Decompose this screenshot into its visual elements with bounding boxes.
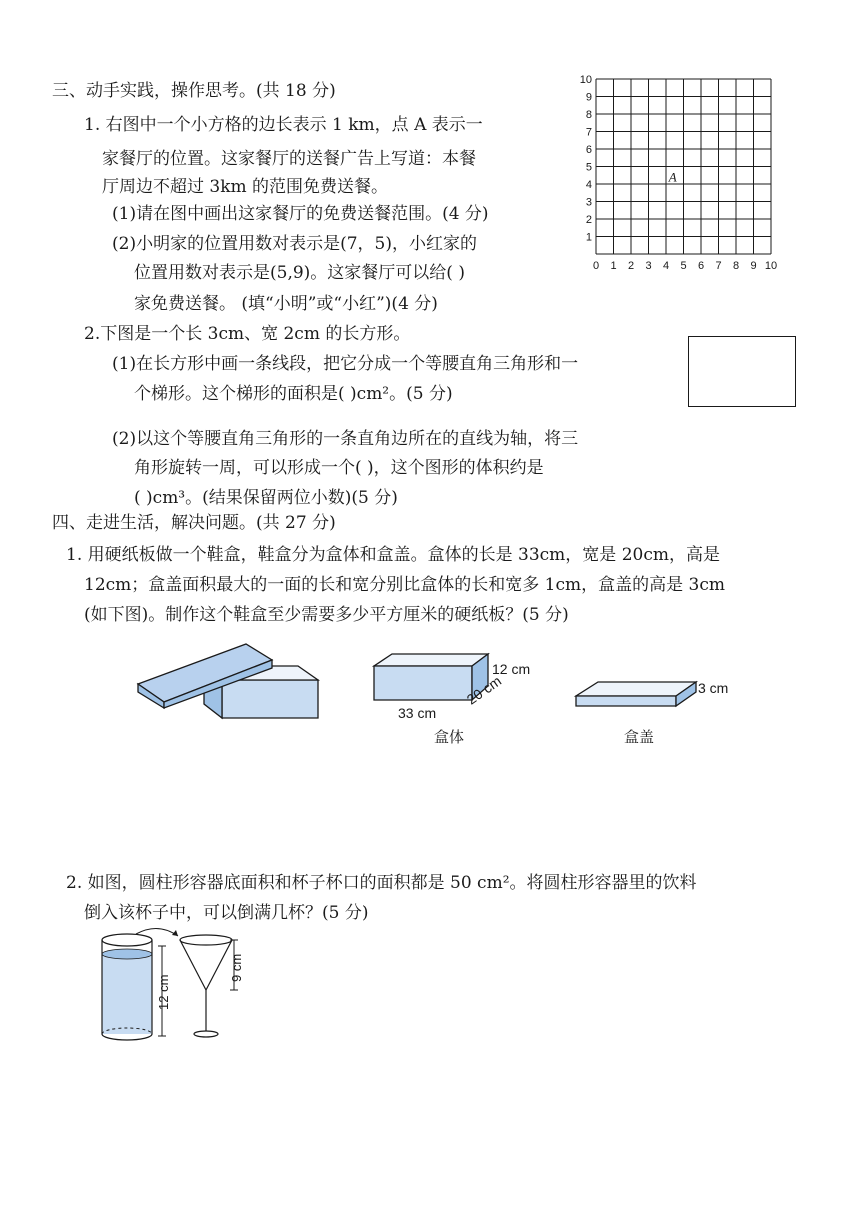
x-tick-label: 8 — [732, 260, 740, 272]
coordinate-grid — [570, 76, 800, 286]
q1-part2-line1: (2)小明家的位置用数对表示是(7，5)，小红家的 — [112, 234, 477, 254]
section3-heading: 三、动手实践，操作思考。(共 18 分) — [52, 81, 336, 101]
q1-line3: 厅周边不超过 3km 的范围免费送餐。 — [102, 177, 389, 197]
y-tick-label: 4 — [585, 179, 592, 191]
shoebox-open-figure — [134, 636, 329, 722]
box-length-label: 33 cm — [398, 705, 437, 721]
section4-heading: 四、走进生活，解决问题。(共 27 分) — [52, 513, 336, 533]
x-tick-label: 2 — [627, 260, 635, 272]
y-tick-label: 2 — [585, 214, 592, 226]
q2-part2-line3: ( )cm³。(结果保留两位小数)(5 分) — [134, 488, 398, 508]
x-tick-label: 4 — [662, 260, 670, 272]
lid-caption: 盒盖 — [624, 728, 655, 746]
x-tick-label: 0 — [592, 260, 600, 272]
y-tick-label: 9 — [585, 91, 592, 104]
s4-q1-line1: 1. 用硬纸板做一个鞋盒，鞋盒分为盒体和盒盖。盒体的长是 33cm，宽是 20cm，高是 — [66, 545, 720, 565]
point-a-label: A — [668, 169, 677, 185]
y-tick-label: 10 — [579, 74, 592, 86]
x-tick-label: 10 — [764, 260, 778, 272]
lid-figure — [572, 676, 702, 712]
y-tick-label: 1 — [585, 231, 592, 244]
x-tick-label: 6 — [697, 260, 705, 272]
box-width-label: 20 cm — [463, 672, 505, 708]
cylinder-cup-figure — [96, 928, 256, 1046]
q1-part2-line2: 位置用数对表示是(5,9)。这家餐厅可以给( ) — [134, 263, 465, 283]
y-tick-label: 5 — [585, 161, 592, 174]
y-tick-label: 7 — [585, 126, 592, 139]
q2-part2-line1: (2)以这个等腰直角三角形的一条直角边所在的直线为轴，将三 — [112, 429, 579, 449]
x-tick-label: 3 — [645, 260, 652, 272]
q2-part2-line2: 角形旋转一周，可以形成一个( )，这个图形的体积约是 — [134, 458, 544, 478]
x-tick-label: 1 — [610, 260, 617, 272]
q2-part1-line2: 个梯形。这个梯形的面积是( )cm²。(5 分) — [134, 384, 453, 404]
q1-line2: 家餐厅的位置。这家餐厅的送餐广告上写道：本餐 — [102, 149, 476, 169]
cup-height-label: 9 cm — [229, 953, 244, 982]
box-body-caption: 盒体 — [434, 728, 465, 746]
x-tick-label: 5 — [680, 260, 687, 272]
q2-line1: 2.下图是一个长 3cm、宽 2cm 的长方形。 — [84, 324, 411, 344]
rectangle-figure — [688, 336, 796, 407]
q2-part1-line1: (1)在长方形中画一条线段，把它分成一个等腰直角三角形和一 — [112, 354, 579, 374]
y-tick-label: 8 — [585, 109, 592, 121]
x-tick-label: 9 — [750, 260, 757, 272]
q1-line1: 1. 右图中一个小方格的边长表示 1 km，点 A 表示一 — [84, 115, 483, 135]
q1-part2-line3: 家免费送餐。 (填“小明”或“小红”)(4 分) — [134, 294, 438, 314]
q1-part1: (1)请在图中画出这家餐厅的免费送餐范围。(4 分) — [112, 204, 489, 224]
box-height-label: 12 cm — [492, 661, 531, 677]
cylinder-height-label: 12 cm — [156, 974, 171, 1010]
s4-q2-line2: 倒入该杯子中，可以倒满几杯？(5 分) — [84, 903, 369, 923]
y-tick-label: 3 — [585, 196, 592, 209]
s4-q1-line3: (如下图)。制作这个鞋盒至少需要多少平方厘米的硬纸板？(5 分) — [84, 605, 569, 625]
y-tick-label: 6 — [585, 144, 592, 156]
lid-height-label: 3 cm — [698, 680, 729, 696]
s4-q1-line2: 12cm；盒盖面积最大的一面的长和宽分别比盒体的长和宽多 1cm，盒盖的高是 3cm — [84, 575, 725, 595]
x-tick-label: 7 — [715, 260, 722, 272]
s4-q2-line1: 2. 如图，圆柱形容器底面积和杯子杯口的面积都是 50 cm²。将圆柱形容器里的饮料 — [66, 873, 697, 893]
